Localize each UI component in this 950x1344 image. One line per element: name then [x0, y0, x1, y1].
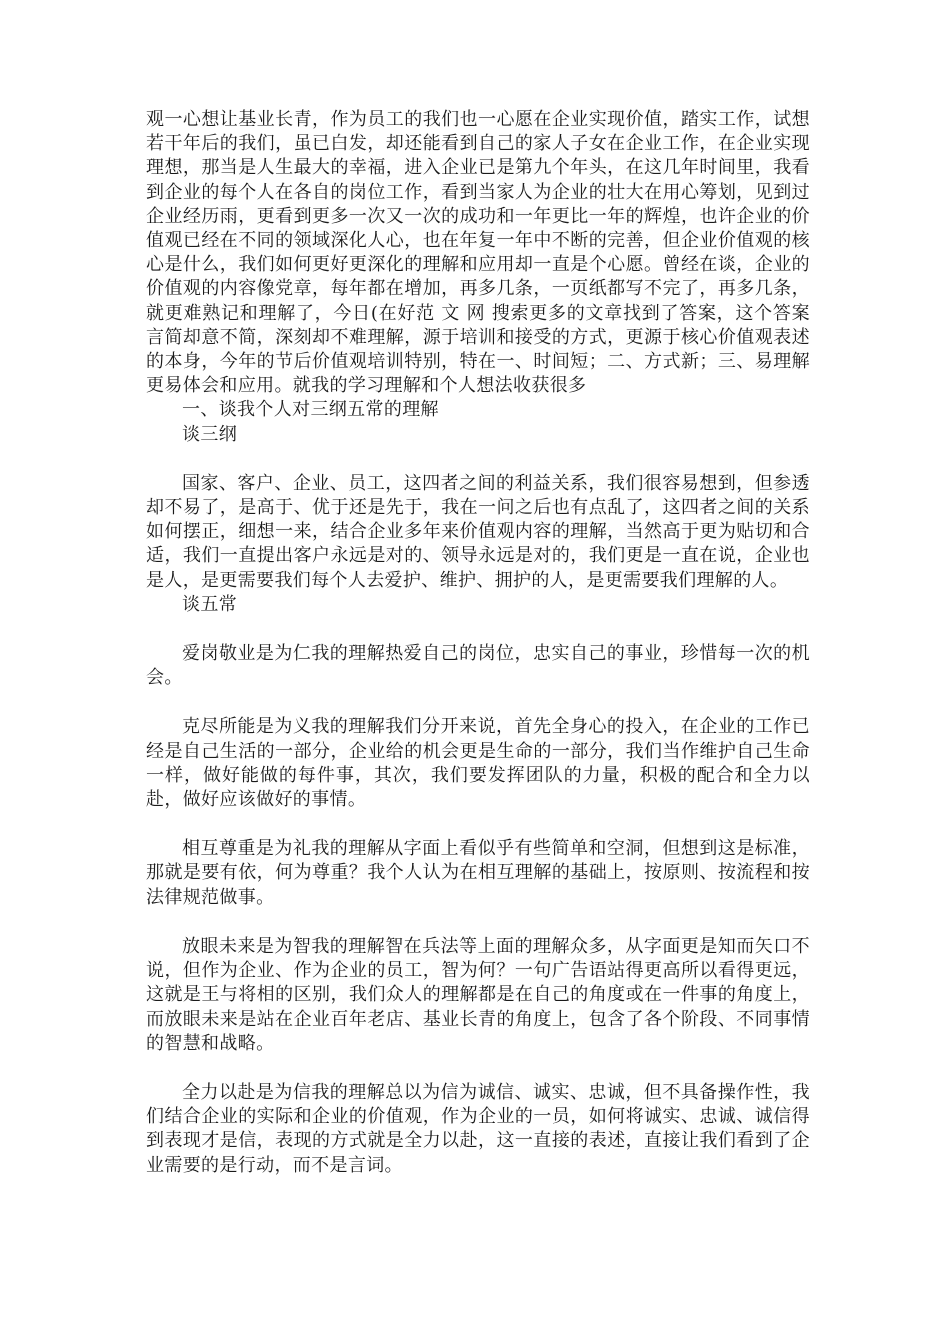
- yi-paragraph: 克尽所能是为义我的理解我们分开来说，首先全身心的投入，在企业的工作已经是自己生活的一部分，企业给的机会更是生命的一部分，我们当作维护自己生命一样，做好能做的每件事，其次，我们要发挥团队的力量，积极的配合和全力以赴，做好应该做好的事情。: [146, 716, 810, 811]
- section-heading-sangang-wuchang: 一、谈我个人对三纲五常的理解: [182, 399, 439, 421]
- intro-paragraph: 观一心想让基业长青，作为员工的我们也一心愿在企业实现价值，踏实工作，试想若干年后的我们，虽已白发，却还能看到自己的家人子女在企业工作，在企业实现理想，那当是人生最大的幸福，进入企业已是第九个年头，在这几年时间里，我看到企业的每个人在各自的岗位工作，看到当家人为企业的壮大在用心筹划，见到过企业经历雨，更看到更多一次又一次的成功和一年更比一年的辉煌，也许企业的价值观已经在不同的领域深化人心，也在年复一年中不断的完善，但企业价值观的核心是什么，我们如何更好更深化的理解和应用却一直是个心愿。曾经在谈，企业的价值观的内容像党章，每年都在增加，再多几条，一页纸都写不完了，再多几条，就更难熟记和理解了，今日(在好范 文 网 搜索更多的文章找到了答案，这个答案言简却意不简，深刻却不难理解，源于培训和接受的方式，更源于核心价值观表述的本身，今年的节后价值观培训特别，特在一、时间短；二、方式新；三、易理解更易体会和应用。就我的学习理解和个人想法收获很多: [146, 109, 810, 397]
- subheading-wuchang: 谈五常: [182, 593, 238, 615]
- sangang-paragraph: 国家、客户、企业、员工，这四者之间的利益关系，我们很容易想到，但参透却不易了，是高于、优于还是先于，我在一问之后也有点乱了，这四者之间的关系如何摆正，细想一来，结合企业多年来价值观内容的理解，当然高于更为贴切和合适，我们一直提出客户永远是对的、领导永远是对的，我们更是一直在说，企业也是人，是更需要我们每个人去爱护、维护、拥护的人，是更需要我们理解的人。: [146, 472, 810, 591]
- zhi-paragraph: 放眼未来是为智我的理解智在兵法等上面的理解众多，从字面更是知而矢口不说，但作为企业、作为企业的员工，智为何？一句广告语站得更高所以看得更远，这就是王与将相的区别，我们众人的理解都是在自己的角度或在一件事的角度上，而放眼未来是站在企业百年老店、基业长青的角度上，包含了各个阶段、不同事情的智慧和战略。: [146, 935, 810, 1054]
- xin-paragraph: 全力以赴是为信我的理解总以为信为诚信、诚实、忠诚，但不具备操作性，我们结合企业的实际和企业的价值观，作为企业的一员，如何将诚实、忠诚、诚信得到表现才是信，表现的方式就是全力以赴，这一直接的表述，直接让我们看到了企业需要的是行动，而不是言词。: [146, 1081, 810, 1176]
- li-paragraph: 相互尊重是为礼我的理解从字面上看似乎有些简单和空洞，但想到这是标准，那就是要有依，何为尊重？我个人认为在相互理解的基础上，按原则、按流程和按法律规范做事。: [146, 838, 810, 908]
- document-page: [146, 108, 810, 1178]
- ren-paragraph: 爱岗敬业是为仁我的理解热爱自己的岗位，忠实自己的事业，珍惜每一次的机会。: [146, 643, 810, 689]
- subheading-sangang: 谈三纲: [182, 423, 238, 445]
